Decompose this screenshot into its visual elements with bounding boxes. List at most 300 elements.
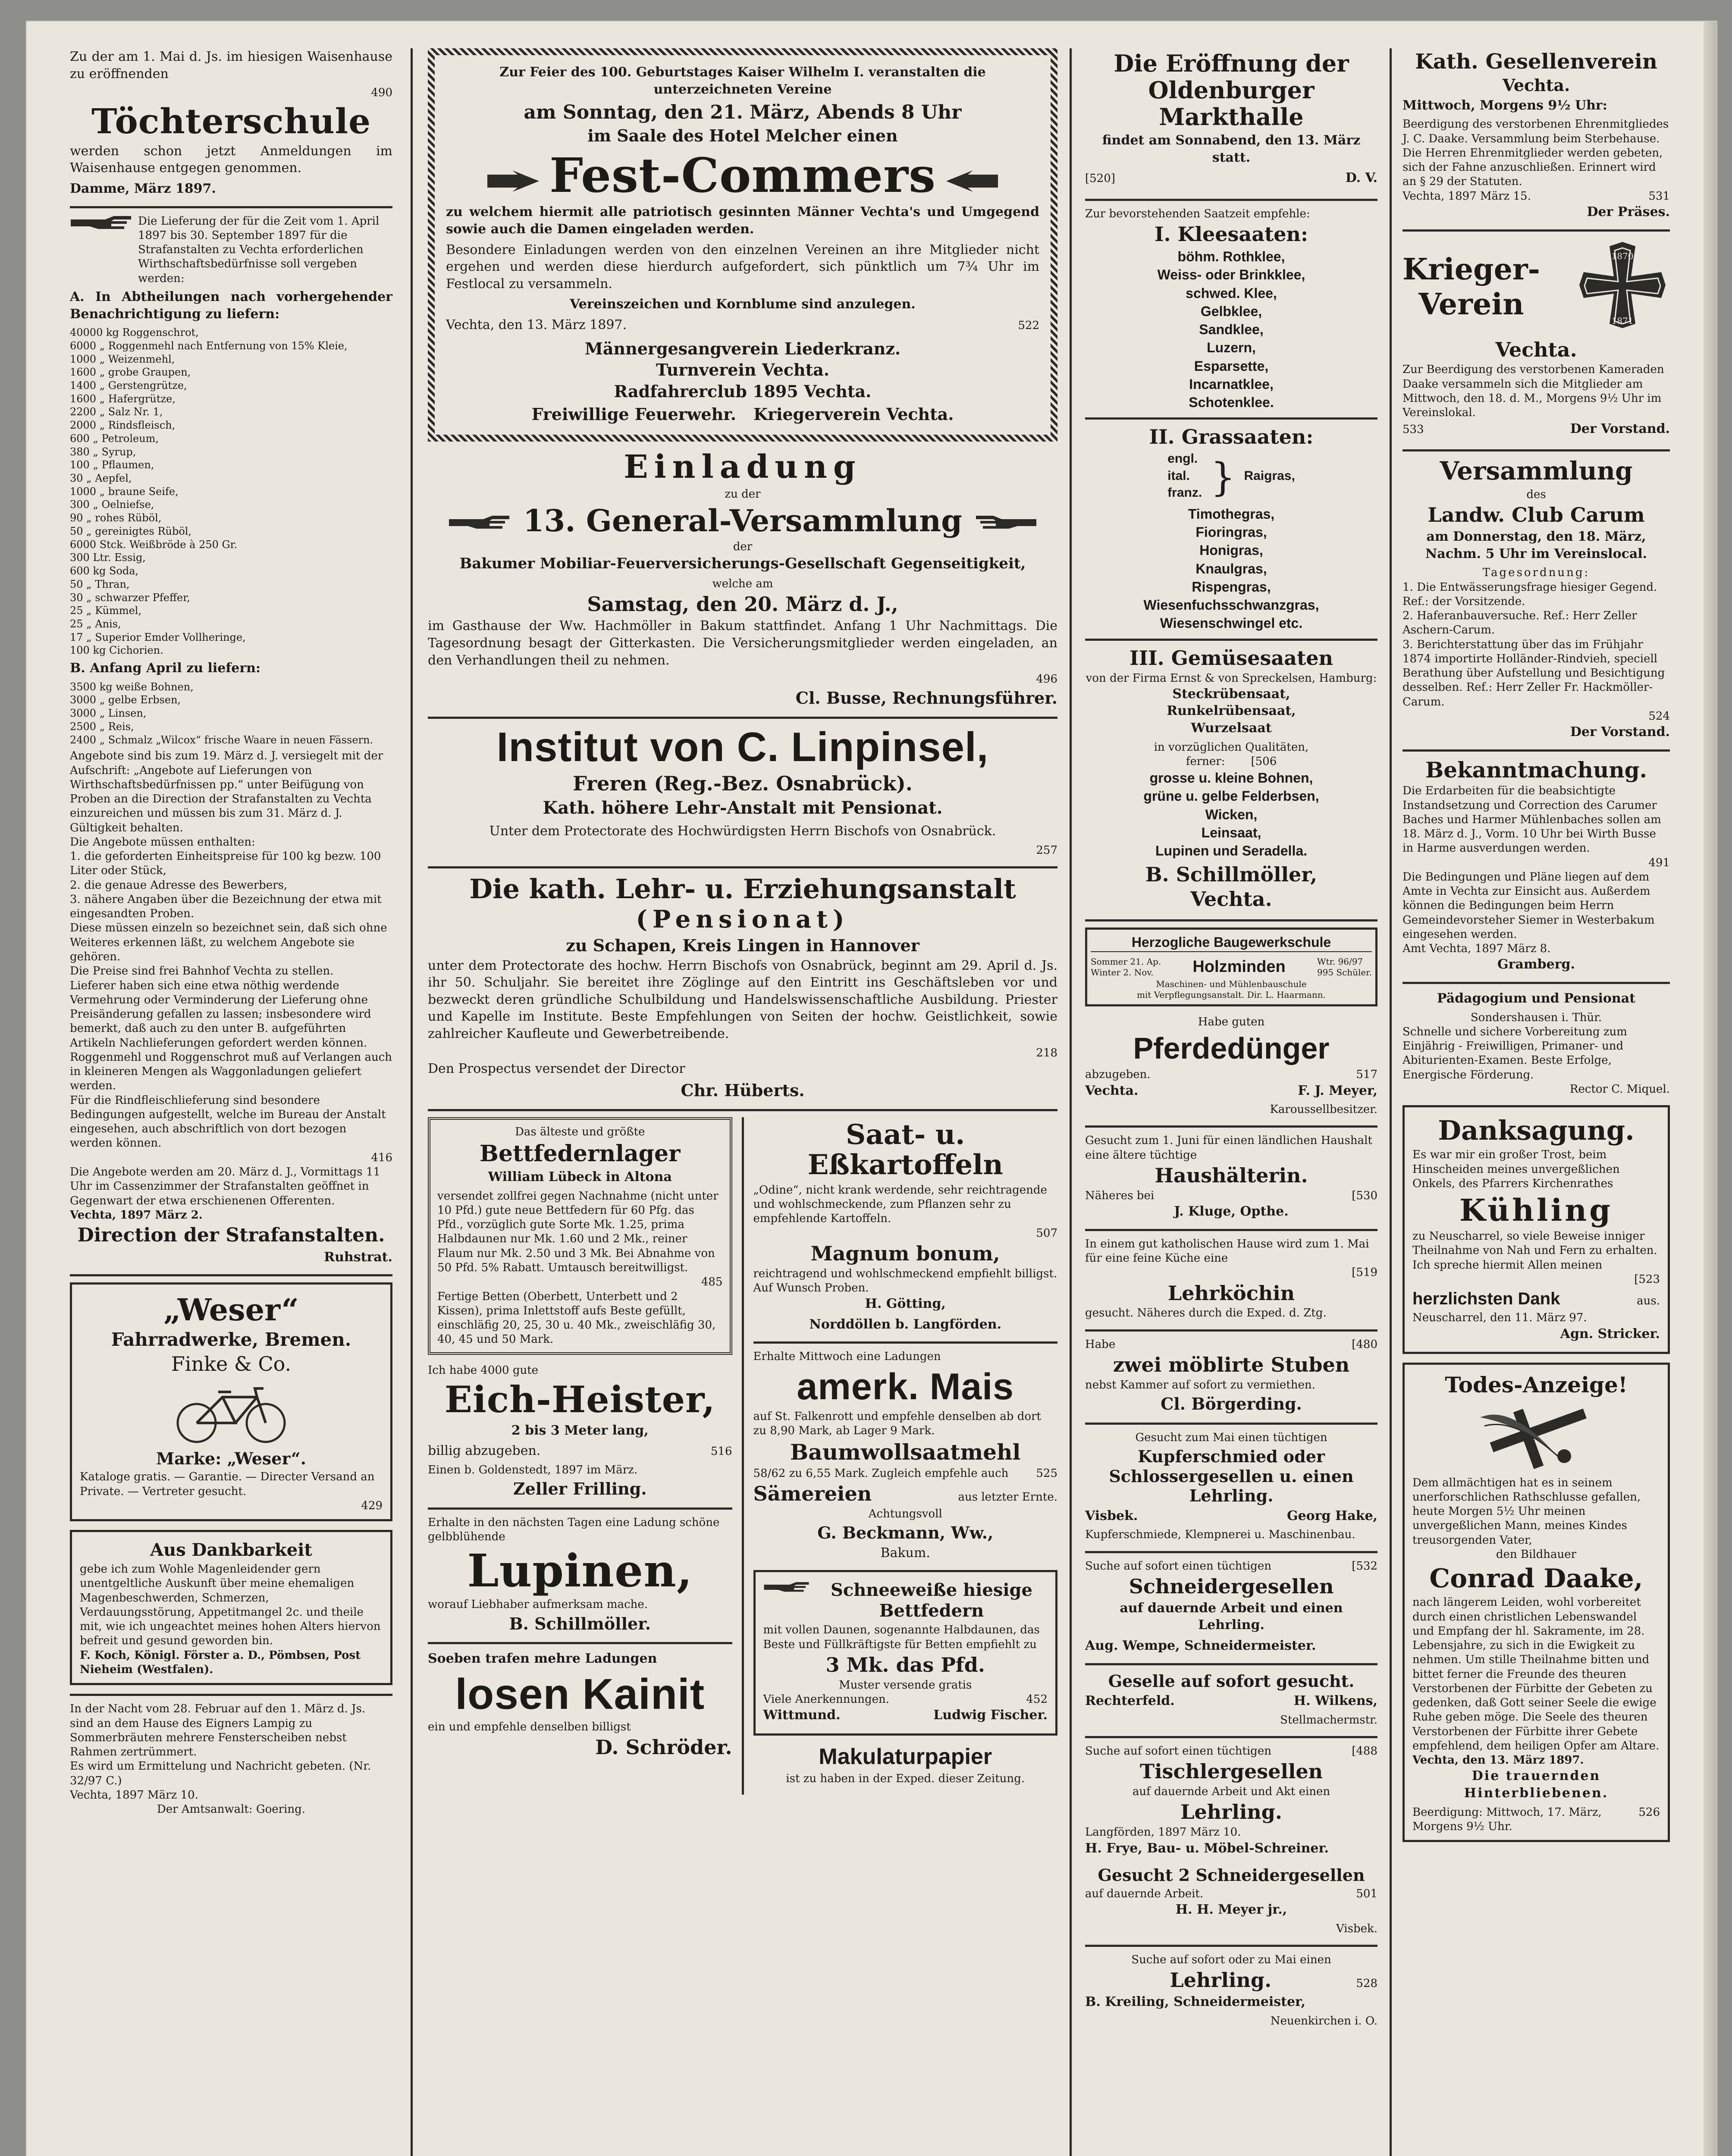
ad-title: amerk. Mais: [797, 1366, 1014, 1407]
pointing-hand-icon: [763, 1579, 811, 1596]
ad-place: Wittmund.: [763, 1708, 841, 1723]
ad-body: von der Firma Ernst & von Spreckelsen, Hamburg:: [1086, 671, 1377, 685]
ad-number: [520]: [1085, 172, 1115, 185]
divider: [1085, 1663, 1377, 1665]
ad-firm: Finke & Co.: [171, 1352, 292, 1376]
divider: [1085, 639, 1377, 641]
ad-signature: Agn. Stricker.: [1560, 1326, 1660, 1341]
ad-date: Langförden, 1897 März 10.: [1085, 1826, 1241, 1839]
ad-body: Angebote sind bis zum 19. März d. J. versiegelt mit der Aufschrift: „Angebote auf Lieferungen von Wirthschaftsbedürfnissen pp.“ unter Beifügung von Proben an die Direction der Strafanstalten zu Vechta einzureichen und müssen bis zum 31. März d. J. Gültigkeit behalten.: [70, 749, 383, 834]
ad-body: ist zu haben in der Exped. dieser Zeitung.: [786, 1772, 1025, 1785]
ad-schneider-meyer: [1085, 1865, 1377, 1936]
ad-title: Eich-Heister,: [444, 1378, 715, 1421]
ad-signature: F. Koch, Königl. Förster a. D., Pömbsen, Post Nieheim (Westfalen).: [80, 1648, 361, 1676]
club-name: Kriegerverein Vechta.: [753, 404, 954, 424]
ad-subtitle: Freren (Reg.-Bez. Osnabrück).: [573, 771, 913, 795]
ad-title: Schneeweiße hiesige Bettfedern: [830, 1580, 1032, 1621]
section-a-heading: A. In Abtheilungen nach vorhergehender Benachrichtigung zu liefern:: [70, 289, 392, 322]
ad-number: 533: [1403, 423, 1424, 436]
ad-saatkartoffeln: [753, 1120, 1058, 1333]
ad-number: 507: [1036, 1226, 1057, 1240]
ad-body: am Donnerstag, den 18. März, Nachm. 5 Uhr im Vereinslocal.: [1425, 529, 1647, 561]
ad-erziehungsanstalt: [428, 874, 1057, 1100]
ad-students: Wtr. 96/97 995 Schüler.: [1317, 956, 1372, 978]
ad-date: Vechta, 1897 März 15.: [1403, 189, 1531, 203]
ad-signature: Ludwig Fischer.: [933, 1708, 1048, 1723]
ad-intro: Habe guten: [1198, 1015, 1265, 1029]
pointing-hand-icon: [70, 214, 135, 232]
ad-title: losen Kainit: [455, 1670, 705, 1718]
ad-role: Kupferschmiede, Klempnerei u. Maschinenbau.: [1085, 1528, 1355, 1542]
ad-body: Kath. höhere Lehr-Anstalt mit Pensionat.: [543, 797, 943, 818]
ad-name: Kühling: [1459, 1192, 1613, 1228]
ad-signature: Georg Hake,: [1286, 1508, 1377, 1523]
ad-lupinen: [428, 1516, 732, 1634]
ad-haushaelterin: [1085, 1134, 1377, 1220]
ad-signature: B. Schillmöller,: [1145, 863, 1318, 887]
ad-text: zu der: [725, 487, 761, 501]
divider: [428, 1642, 732, 1644]
ad-body: Lieferer haben sich eine etwa nöthig werdende Vermehrung oder Verminderung der Lieferung ohne Preisänderung gefallen zu lassen; insbesondere wird bemerkt, daß auch zu den unter B. aufgeführten Artikeln Nachlieferungen gefordert werden können.: [70, 979, 371, 1050]
ad-number: [506: [1251, 755, 1277, 768]
ad-bettfedern-wittmund: [753, 1570, 1058, 1736]
ad-number: [480: [1352, 1338, 1377, 1351]
ad-title: Kath. Gesellenverein: [1415, 50, 1657, 74]
ad-kriegerverein: [1403, 238, 1670, 441]
divider: [1403, 229, 1670, 232]
section-heading: II. Grassaaten:: [1149, 425, 1314, 449]
ad-price: 3 Mk. das Pfd.: [825, 1653, 985, 1677]
ad-body: Achtungsvoll: [868, 1507, 942, 1520]
arrow-left-icon: [946, 170, 998, 192]
ad-body: Muster versende gratis: [839, 1678, 972, 1692]
ad-body: Für die Rindfleischlieferung sind besondere Bedingungen aufgestellt, welche im Bureau der Anstalt eingesehen, auch abschriftlich von dort bezogen werden können.: [70, 1094, 386, 1150]
arrow-right-icon: [487, 170, 539, 192]
ad-body: Dem allmächtigen hat es in seinem unerforschlichen Rathschlusse gefallen, heute Morgen 5½ Uhr meinen unvergeßlichen Mann, meines Kindes treusorgenden Vater,: [1412, 1476, 1641, 1547]
ad-place: Vechta.: [1495, 338, 1577, 361]
ad-dank: herzlichsten Dank: [1412, 1289, 1560, 1309]
ad-place: zu Schapen, Kreis Lingen in Hannover: [566, 936, 919, 956]
divider: [428, 866, 1057, 868]
ad-title: Tischlergesellen: [1139, 1760, 1323, 1783]
ad-role: Karoussellbesitzer.: [1270, 1103, 1377, 1116]
ad-title: Die Eröffnung der Oldenburger Markthalle: [1114, 50, 1349, 131]
ad-title: Töchterschule: [91, 101, 371, 142]
ad-todesanzeige: [1403, 1363, 1670, 1842]
ad-title: Krieger-: [1403, 252, 1540, 287]
club-name: Radfahrerclub 1895 Vechta.: [614, 381, 872, 401]
ad-title: Pferdedünger: [1133, 1031, 1330, 1065]
column-rule: [1070, 48, 1072, 2156]
ad-subtitle: Fahrradwerke, Bremen.: [111, 1329, 351, 1351]
seed-name: Raigras,: [1244, 468, 1295, 483]
ad-date: Neuscharrel, den 11. März 97.: [1412, 1311, 1587, 1325]
item-list-b: 3500 kg weiße Bohnen, 3000 „ gelbe Erbsen, 3000 „ Linsen, 2500 „ Reis, 2400 „ Schmalz „Wilcox“ frische Waare in neuen Fässern.: [70, 680, 373, 746]
ad-body: Die Preise sind frei Bahnhof Vechta zu stellen.: [70, 965, 334, 978]
ad-title: Schneidergesellen: [1129, 1574, 1334, 1598]
ad-subtitle: (Pensionat): [636, 905, 850, 934]
ad-number: [532: [1352, 1559, 1377, 1573]
item-list-a: 40000 kg Roggenschrot, 6000 „ Roggenmehl nach Entfernung von 15% Kleie, 1000 „ Weizenmehl, 1600 „ grobe Graupen, 1400 „ Gerstengrütze, 1600 „ Hafergrütze, 2200 „ Salz Nr. 1, 2000 „ Rindsfleisch, 600 „ Petroleum, 380 „ Syrup, 100 „ Pflaumen, 30 „ Aepfel, 1000 „ braune Seife, 300 „ Oelniefse, 90 „ rohes Rüböl, 50 „ gereinigtes Rüböl, 6000 Stck. Weißbröde à 250 Gr. 300 Ltr. Essig, 600 kg Soda, 50 „ Thran, 30 „ schwarzer Pfeffer, 25 „ Kümmel, 25 „ Anis, 17 „ Superior Emder Vollheringe, 100 kg Cichorien.: [70, 326, 348, 657]
sub-column-left: [428, 1117, 732, 1795]
divider: [1085, 1736, 1377, 1738]
ad-place: Rechterfeld.: [1085, 1693, 1175, 1709]
ad-body: zu welchem hiermit alle patriotisch gesinnten Männer Vechta's und Umgegend sowie auch die Damen eingeladen werden.: [446, 204, 1039, 237]
ad-tischlergesellen: [1085, 1744, 1377, 1857]
seed-list: Timothegras, Fioringras, Honigras, Knaulgras, Rispengras, Wiesenfuchsschwanzgras, Wiesenschwingel etc.: [1143, 506, 1319, 631]
ad-intro: Soeben trafen mehre Ladungen: [428, 1651, 657, 1667]
iron-cross-icon: [1575, 238, 1670, 337]
ad-signature: Cl. Busse, Rechnungsführer.: [795, 688, 1057, 708]
ad-body: Diese müssen einzeln so bezeichnet sein, daß sich ohne Weiteres erkennen läßt, zu welchem Angebote sie gehören.: [70, 921, 387, 964]
ad-signature: D. V.: [1345, 170, 1377, 186]
divider: [428, 1109, 1057, 1111]
ad-body: zu Neuscharrel, so viele Beweise inniger Theilnahme von Nah und Fern zu erhalten. Ich spreche hiermit Allen meinen: [1412, 1230, 1657, 1272]
ad-title: „Weser“: [163, 1292, 299, 1328]
ad-when: am Sonntag, den 21. März, Abends 8 Uhr: [524, 101, 962, 124]
divider: [753, 1341, 1058, 1344]
ad-date: Vechta, den 13. März 1897.: [446, 317, 627, 332]
divider: [1085, 1423, 1377, 1425]
club-name: Männergesangverein Liederkranz.: [584, 338, 901, 358]
cross-palm-icon: [1472, 1400, 1601, 1473]
ad-body: Roggenmehl und Roggenschrot muß auf Verlangen auch in kleineren Mengen als Waggonladungen geliefert werden.: [70, 1050, 392, 1093]
ad-mais: [753, 1350, 1058, 1561]
ad-where: im Saale des Hotel Melcher einen: [587, 125, 898, 145]
ad-body: nebst Kammer auf sofort zu vermiethen.: [1085, 1378, 1315, 1391]
ad-place: Vechta.: [1190, 887, 1272, 911]
ad-signature: B. Kreiling, Schneidermeister,: [1085, 1994, 1306, 2010]
ad-title: Die kath. Lehr- u. Erziehungsanstalt: [469, 873, 1016, 905]
ad-number: 526: [1638, 1805, 1660, 1819]
ad-title: Kupferschmied oder Schlossergesellen u. einen Lehrling.: [1109, 1446, 1354, 1506]
ad-schneidergesellen: [1085, 1559, 1377, 1655]
ad-number: [488: [1352, 1745, 1377, 1758]
divider: [1085, 919, 1377, 921]
ad-eich-heister: [428, 1363, 732, 1499]
divider: [70, 1274, 392, 1276]
ad-signature: Zeller Frilling.: [513, 1479, 647, 1499]
ad-signature-name: Ruhstrat.: [324, 1249, 392, 1265]
ad-signature: Direction der Strafanstalten.: [77, 1224, 385, 1247]
divider: [70, 1694, 392, 1696]
ad-date: Vechta, 1897 März 2.: [70, 1208, 203, 1222]
ad-body: werden schon jetzt Anmeldungen im Waisenhause entgegen genommen.: [70, 143, 392, 176]
ad-signature: Der Präses.: [1587, 204, 1670, 219]
ad-body: Beerdigung des verstorbenen Ehrenmitgliedes J. C. Daake. Versammlung beim Sterbehause. Die Herren Ehrenmitglieder werden gebeten, sich der Fahne anzuschließen. Erinnert wird an § 29 der Statuten.: [1403, 118, 1669, 188]
ad-agenda-title: Tagesordnung:: [1482, 566, 1590, 580]
ad-funeral: Beerdigung: Mittwoch, 17. März, Morgens 9½ Uhr.: [1412, 1805, 1602, 1833]
divider: [428, 717, 1057, 719]
ad-number: 531: [1648, 189, 1670, 203]
ad-role: Stellmachermstr.: [1280, 1713, 1377, 1727]
cross-year-bottom: 1871: [1611, 315, 1634, 326]
ad-lehrkoechin: [1085, 1237, 1377, 1321]
ad-body: Näheres bei: [1085, 1189, 1155, 1202]
divider: [1085, 1329, 1377, 1332]
ad-signature: Der Amtsanwalt: Goering.: [157, 1803, 306, 1816]
ad-signature: H. H. Meyer jr.,: [1175, 1902, 1287, 1918]
ad-title: Institut von C. Linpinsel,: [496, 724, 989, 771]
ad-number: 516: [710, 1445, 732, 1458]
ad-body: 58/62 zu 6,55 Mark. Zugleich empfehle auch: [753, 1467, 1009, 1480]
ad-signature: H. Frye, Bau- u. Möbel-Schreiner.: [1085, 1840, 1329, 1856]
ad-saaten: [1085, 207, 1377, 911]
brace-icon: }: [1211, 454, 1236, 500]
ad-title: Todes-Anzeige!: [1445, 1372, 1628, 1398]
ad-title: Bekanntmachung.: [1425, 757, 1647, 783]
ad-body: mit vollen Daunen, sogenannte Halbdaunen, das Beste und Füllkräftigste für Betten empfiehlt zu: [763, 1623, 1040, 1651]
ad-signature: G. Beckmann, Ww.,: [817, 1523, 994, 1543]
ad-number: 528: [1356, 1977, 1377, 1990]
ad-versammlung: [1403, 458, 1670, 741]
ad-body: Viele Anerkennungen.: [763, 1692, 889, 1706]
ad-pferdeduenger: [1085, 1015, 1377, 1117]
ad-number: 218: [1036, 1046, 1057, 1059]
ad-signature: Rector C. Miquel.: [1569, 1082, 1670, 1096]
ad-moeblirte-stuben: [1085, 1338, 1377, 1414]
ad-title: Geselle auf sofort gesucht.: [1108, 1671, 1355, 1691]
ad-title: Versammlung: [1440, 456, 1633, 486]
ad-signature: Aug. Wempe, Schneidermeister.: [1085, 1638, 1316, 1653]
divider: [1085, 417, 1377, 420]
ad-number: 257: [1036, 843, 1057, 857]
club-name: Freiwillige Feuerwehr.: [531, 404, 737, 424]
ad-intro: Die Lieferung der für die Zeit vom 1. April 1897 bis 30. September 1897 für die Strafanstalten zu Vechta erforderlichen Wirthschaftsbedürfnisse soll vergeben werden:: [138, 214, 380, 285]
divider: [1403, 982, 1670, 984]
ad-body: Maschinen- und Mühlenbauschule mit Verpflegungsanstalt. Dir. L. Haarmann.: [1137, 978, 1326, 1000]
ad-body: nach längerem Leiden, wohl vorbereitet durch einen christlichen Lebenswandel und Empfang der hl. Sakramente, im 28. Lebensjahre, zu sich in die Ewigkeit zu nehmen. Um stille Theilnahme bitten und bittet ferner die Freunde des theuren Verstorbenen der Fürbitte der Gebeten zu gedenken, daß Gott seiner Seele die ewige Ruhe geben möge. Die Seele des theuren Verstorbenen der Fürbitte ihrer Gebete empfehlend, dem heiligen Opfer am Altare.: [1412, 1596, 1660, 1752]
ad-intro: Gesucht zum Mai einen tüchtigen: [1135, 1431, 1327, 1444]
ad-kainit: [428, 1650, 732, 1759]
ad-body: gesucht. Näheres durch die Exped. d. Ztg.: [1085, 1307, 1327, 1320]
ad-intro: Das älteste und größte: [515, 1125, 645, 1139]
ad-title: Gesucht 2 Schneidergesellen: [1098, 1865, 1365, 1885]
ad-toechterschule: [70, 48, 392, 197]
ad-firm: William Lübeck in Altona: [488, 1169, 672, 1185]
ad-bekanntmachung: [1403, 758, 1670, 973]
ad-body: reichtragend und wohlschmeckend empfiehlt billigst. Auf Wunsch Proben.: [753, 1267, 1057, 1295]
ad-body: Die Erdarbeiten für die beabsichtigte Instandsetzung und Correction des Carumer Baches und Harmer Mühlenbaches sollen am 18. März d. J., Vorm. 10 Uhr bei Wirth Busse in Harme ausverdungen werden.: [1403, 784, 1661, 855]
ad-body: Zur Beerdigung des verstorbenen Kameraden Daake versammeln sich die Mitglieder am Mittwoch, den 18. d. M., Morgens 9½ Uhr im Vereinslokal.: [1403, 363, 1664, 420]
divider: [1085, 1945, 1377, 1947]
ad-number: 416: [371, 1151, 392, 1164]
ad-intro: Suche auf sofort einen tüchtigen: [1085, 1745, 1271, 1758]
ad-title: Lehrling.: [1180, 1800, 1282, 1824]
ad-place: Einen b. Goldenstedt, 1897 im März.: [428, 1463, 638, 1476]
bicycle-icon: [171, 1380, 292, 1445]
ad-agenda: 1. Die Entwässerungsfrage hiesiger Gegend. Ref.: der Vorsitzende. 2. Haferanbauversuche. Ref.: Herr Zeller Aschern-Carum. 3. Berichterstattung über das im Frühjahr 1874 importirte Holländer-Rindvieh, speciell Berathung über Aufstellung und Besichtigung desselben. Ref.: Herr Zeller Fr. Hackmöller-Carum.: [1403, 580, 1665, 708]
ad-fest-commers: [428, 48, 1057, 442]
ad-makulatur: [753, 1744, 1058, 1786]
ad-intro: Zur bevorstehenden Saatzeit empfehle:: [1085, 207, 1310, 221]
ad-heading: Magnum bonum,: [810, 1241, 1000, 1265]
ad-number: 525: [1036, 1467, 1057, 1480]
ad-place: Vechta.: [1502, 75, 1570, 95]
ad-signature: Chr. Hüberts.: [681, 1081, 805, 1100]
ad-number: [519: [1352, 1266, 1377, 1279]
ad-body: versendet zollfrei gegen Nachnahme (nicht unter 10 Pfd.) gute neue Bettfedern für 60 Pfg. das Pfd., vorzüglich gute Sorte Mk. 1.25, prima Halbdaunen nur Mk. 1.60 und 2 Mk., reiner Flaum nur Mk. 2.50 und 3 Mk. Bei Abnahme von 50 Pfd. 5% Rabatt. Umtausch bereitwilligst.: [437, 1189, 719, 1275]
ad-name: Conrad Daake,: [1429, 1564, 1643, 1594]
divider: [1085, 1551, 1377, 1553]
column-rule: [742, 1117, 744, 1795]
ad-body: abzugeben.: [1085, 1068, 1151, 1081]
ad-body: in vorzüglichen Qualitäten,: [1154, 740, 1309, 754]
ad-text: den Bildhauer: [1496, 1548, 1577, 1561]
ad-place: Visbek.: [1085, 1508, 1138, 1523]
ad-title: Einladung: [624, 448, 862, 486]
section-heading: I. Kleesaaten:: [1155, 222, 1308, 246]
ad-body: ein und empfehle denselben billigst: [428, 1720, 631, 1733]
ad-intro: Habe: [1085, 1338, 1116, 1351]
ad-dates: Sommer 21. Ap. Winter 2. Nov.: [1091, 956, 1161, 978]
ad-title: Baumwollsaatmehl: [790, 1439, 1021, 1465]
ad-place: Sondershausen i. Thür.: [1470, 1011, 1602, 1024]
ad-signature: Cl. Börgerding.: [1161, 1394, 1302, 1414]
ad-signature: B. Schillmöller.: [509, 1614, 651, 1633]
ad-signature: F. J. Meyer,: [1298, 1083, 1377, 1098]
ad-text: der: [733, 540, 753, 554]
ad-intro: In einem gut katholischen Hause wird zum 1. Mai für eine feine Küche eine: [1085, 1237, 1369, 1265]
divider: [1403, 749, 1670, 752]
ad-bettfedern: [428, 1117, 732, 1355]
ad-signature: H. Götting,: [865, 1296, 946, 1312]
ad-number: [530: [1352, 1189, 1377, 1202]
ad-body: Es war mir ein großer Trost, beim Hinscheiden meines unvergeßlichen Onkels, des Pfarrers Kirchenrathes: [1412, 1148, 1620, 1190]
ad-paedagogium: [1403, 990, 1670, 1097]
ad-intro: Erhalte in den nächsten Tagen eine Ladung schöne gelbblühende: [428, 1516, 720, 1543]
ad-kupferschmied: [1085, 1431, 1377, 1542]
ad-body: auf dauernde Arbeit.: [1085, 1887, 1204, 1900]
ad-einladung: [428, 450, 1057, 708]
ad-place: Vechta.: [1085, 1083, 1139, 1098]
ad-when: Mittwoch, Morgens 9½ Uhr:: [1403, 97, 1607, 113]
ad-signature: Der Vorstand.: [1570, 724, 1670, 740]
ad-club: Landw. Club Carum: [1428, 503, 1645, 527]
ad-title: Pädagogium und Pensionat: [1437, 991, 1636, 1006]
ad-intro: Zur Feier des 100. Geburtstages Kaiser Wilhelm I. veranstalten die unterzeichneten Vereine: [499, 65, 986, 97]
ad-note: Vereinszeichen und Kornblume sind anzulegen.: [570, 297, 916, 312]
ad-number: 496: [1036, 673, 1057, 686]
page-content: [70, 48, 1670, 2156]
ad-number: [523: [1634, 1273, 1660, 1286]
divider: [428, 1507, 732, 1510]
section-b-heading: B. Anfang April zu liefern:: [70, 661, 261, 676]
ad-lehrling-kreiling: [1085, 1953, 1377, 2028]
ad-place: Bakum.: [880, 1545, 930, 1561]
ad-brand: Marke: „Weser“.: [156, 1448, 306, 1468]
ad-body: Fertige Betten (Oberbett, Unterbett und 2 Kissen), prima Inlettstoff aufs Beste gefüllt, einschläfig 20, 25, 30 u. 40 Mk., zweischläfig 30, 40, 45 und 50 Mark.: [437, 1290, 716, 1346]
ad-title: zwei möblirte Stuben: [1113, 1353, 1350, 1376]
ad-number: 429: [361, 1499, 383, 1512]
ad-date: Vechta, den 13. März 1897.: [1412, 1754, 1584, 1767]
pointing-hand-icon: [973, 514, 1037, 531]
ad-title: Danksagung.: [1438, 1115, 1635, 1147]
divider: [1085, 199, 1377, 201]
ad-signature: Gramberg.: [1497, 957, 1575, 972]
club-name: Turnverein Vechta.: [656, 360, 830, 380]
ad-number: 517: [1356, 1068, 1377, 1081]
ad-title: Lehrköchin: [1167, 1281, 1295, 1305]
ad-signature: Die trauernden Hinterbliebenen.: [1464, 1768, 1609, 1801]
ad-markthalle: [1085, 50, 1377, 190]
ad-body: „Odine“, nicht krank werdende, sehr reichtragende und wohlschmeckende, zum Pflanzen sehr zu empfehlende Kartoffeln.: [753, 1183, 1047, 1225]
ad-geselle: [1085, 1671, 1377, 1727]
divider: [70, 206, 392, 208]
ad-signature: D. Schröder.: [595, 1736, 732, 1759]
ad-text: welche am: [712, 577, 773, 591]
pointing-hand-icon: [448, 514, 513, 531]
ad-intro: Suche auf sofort einen tüchtigen: [1085, 1559, 1271, 1573]
seed-origin-list: engl. ital. franz.: [1167, 451, 1202, 500]
ad-signature: Damme, März 1897.: [70, 181, 216, 197]
ad-number: 485: [701, 1275, 723, 1289]
ad-body: Die Bedingungen und Pläne liegen auf dem Amte in Vechta zur Einsicht aus. Außerdem können die Bedingungen beim Herrn Gemeindevorsteher Siemer in Westerbakum eingesehen werden.: [1403, 870, 1655, 941]
ad-number: 524: [1648, 709, 1670, 723]
ad-body: Es wird um Ermittelung und Nachricht gebeten. (Nr. 32/97 C.): [70, 1760, 371, 1787]
ad-weser-fahrrad: [70, 1282, 392, 1521]
ad-linpinsel: [428, 725, 1057, 858]
seed-list: Steckrübensaat, Runkelrübensaat, Wurzelsaat: [1167, 686, 1296, 736]
ad-intro: Ich habe 4000 gute: [428, 1363, 539, 1377]
ad-date: Vechta, 1897 März 10.: [70, 1788, 198, 1802]
ad-place: Visbek.: [1336, 1922, 1377, 1935]
ad-number: 490: [371, 86, 392, 100]
ad-title: Lupinen,: [467, 1544, 693, 1598]
ad-amtsanwalt: [70, 1702, 392, 1817]
ad-intro: Gesucht zum 1. Juni für einen ländlichen Haushalt eine ältere tüchtige: [1085, 1134, 1372, 1162]
ad-signature: H. Wilkens,: [1293, 1693, 1377, 1709]
ad-body: 2 bis 3 Meter lang,: [511, 1423, 649, 1438]
ad-intro: Zu der am 1. Mai d. Js. im hiesigen Waisenhause zu eröffnenden: [70, 49, 392, 81]
ad-title: Herzogliche Baugewerkschule: [1091, 933, 1372, 952]
ad-title: Saat- u. Eßkartoffeln: [807, 1119, 1003, 1181]
ad-body: Besondere Einladungen werden von den einzelnen Vereinen an ihre Mitglieder nicht ergehen und werden diese hierdurch aufgefordert, sich pünktlich um 7¾ Uhr im Festlocal zu versammeln.: [446, 242, 1039, 291]
ad-number: 522: [1018, 319, 1039, 332]
ad-body: auf dauernde Arbeit und einen Lehrling.: [1120, 1600, 1343, 1633]
page-edge: [1704, 22, 1716, 2156]
ad-title: Sämereien: [753, 1482, 872, 1505]
ad-intro: Erhalte Mittwoch eine Ladungen: [753, 1350, 941, 1363]
ad-body: worauf Liebhaber aufmerksam mache.: [428, 1598, 648, 1611]
section-heading: III. Gemüsesaaten: [1130, 646, 1333, 670]
ad-body: im Gasthause der Ww. Hachmöller in Bakum stattfindet. Anfang 1 Uhr Nachmittags. Die Tagesordnung besagt der Gitterkasten. Die Versicherungsmitglieder werden eingeladen, an den Verhandlungen theil zu nehmen.: [428, 618, 1057, 668]
ad-danksagung: [1403, 1105, 1670, 1354]
ad-number: 491: [1648, 856, 1670, 869]
seed-list: grosse u. kleine Bohnen, grüne u. gelbe Felderbsen, Wicken, Leinsaat, Lupinen und Seradella.: [1143, 770, 1319, 859]
column-rule: [411, 48, 413, 2156]
ad-baugewerkschule: [1085, 928, 1377, 1006]
column-rule: [1390, 48, 1392, 2156]
ad-number: 452: [1026, 1692, 1048, 1706]
ad-body: unter dem Protectorate des hochw. Herrn Bischofs von Osnabrück, beginnt am 29. April d. Js. ihr 50. Schuljahr. Sie bereitet ihre Zöglinge auf den Eintritt ins Geschäftsleben vor und bezweckt deren gründliche Schulbildung und Handelswissenschaftliche Ausbildung. Priester und Kapelle im Institute. Beste Empfehlungen von Seiten der hochw. Geistlichkeit, sowie zahlreicher Kaufleute und Gewerbetreibende.: [428, 958, 1057, 1041]
ad-date: Amt Vechta, 1897 März 8.: [1403, 942, 1551, 956]
column-3: [1079, 48, 1384, 2156]
ad-title: Verein: [1418, 287, 1524, 322]
column-1: [70, 48, 402, 2156]
seed-list: böhm. Rothklee, Weiss- oder Brinkklee, schwed. Klee, Gelbklee, Sandklee, Luzern, Esparsette, Incarnatklee, Schotenklee.: [1157, 249, 1305, 411]
ad-body: In der Nacht vom 28. Februar auf den 1. März d. Js. sind an dem Hause des Eigners Lampig zu Sommerbräuten mehrere Fensterscheiben nebst Rahmen zertrümmert.: [70, 1702, 366, 1759]
ad-title: Haushälterin.: [1155, 1164, 1308, 1187]
ad-firm: Bakumer Mobiliar-Feuerversicherungs-Gesellschaft Gegenseitigkeit,: [459, 555, 1026, 573]
ad-body: Kataloge gratis. — Garantie. — Directer Versand an Private. — Vertreter gesucht.: [80, 1470, 375, 1498]
ad-place: Holzminden: [1192, 958, 1286, 976]
newspaper-page: [27, 22, 1716, 2156]
cross-year-top: 1870: [1611, 251, 1634, 261]
ad-place: Norddöllen b. Langförden.: [809, 1316, 1002, 1332]
ad-body: ferner:: [1186, 755, 1225, 768]
ad-date: Samstag, den 20. März d. J.,: [587, 592, 898, 616]
